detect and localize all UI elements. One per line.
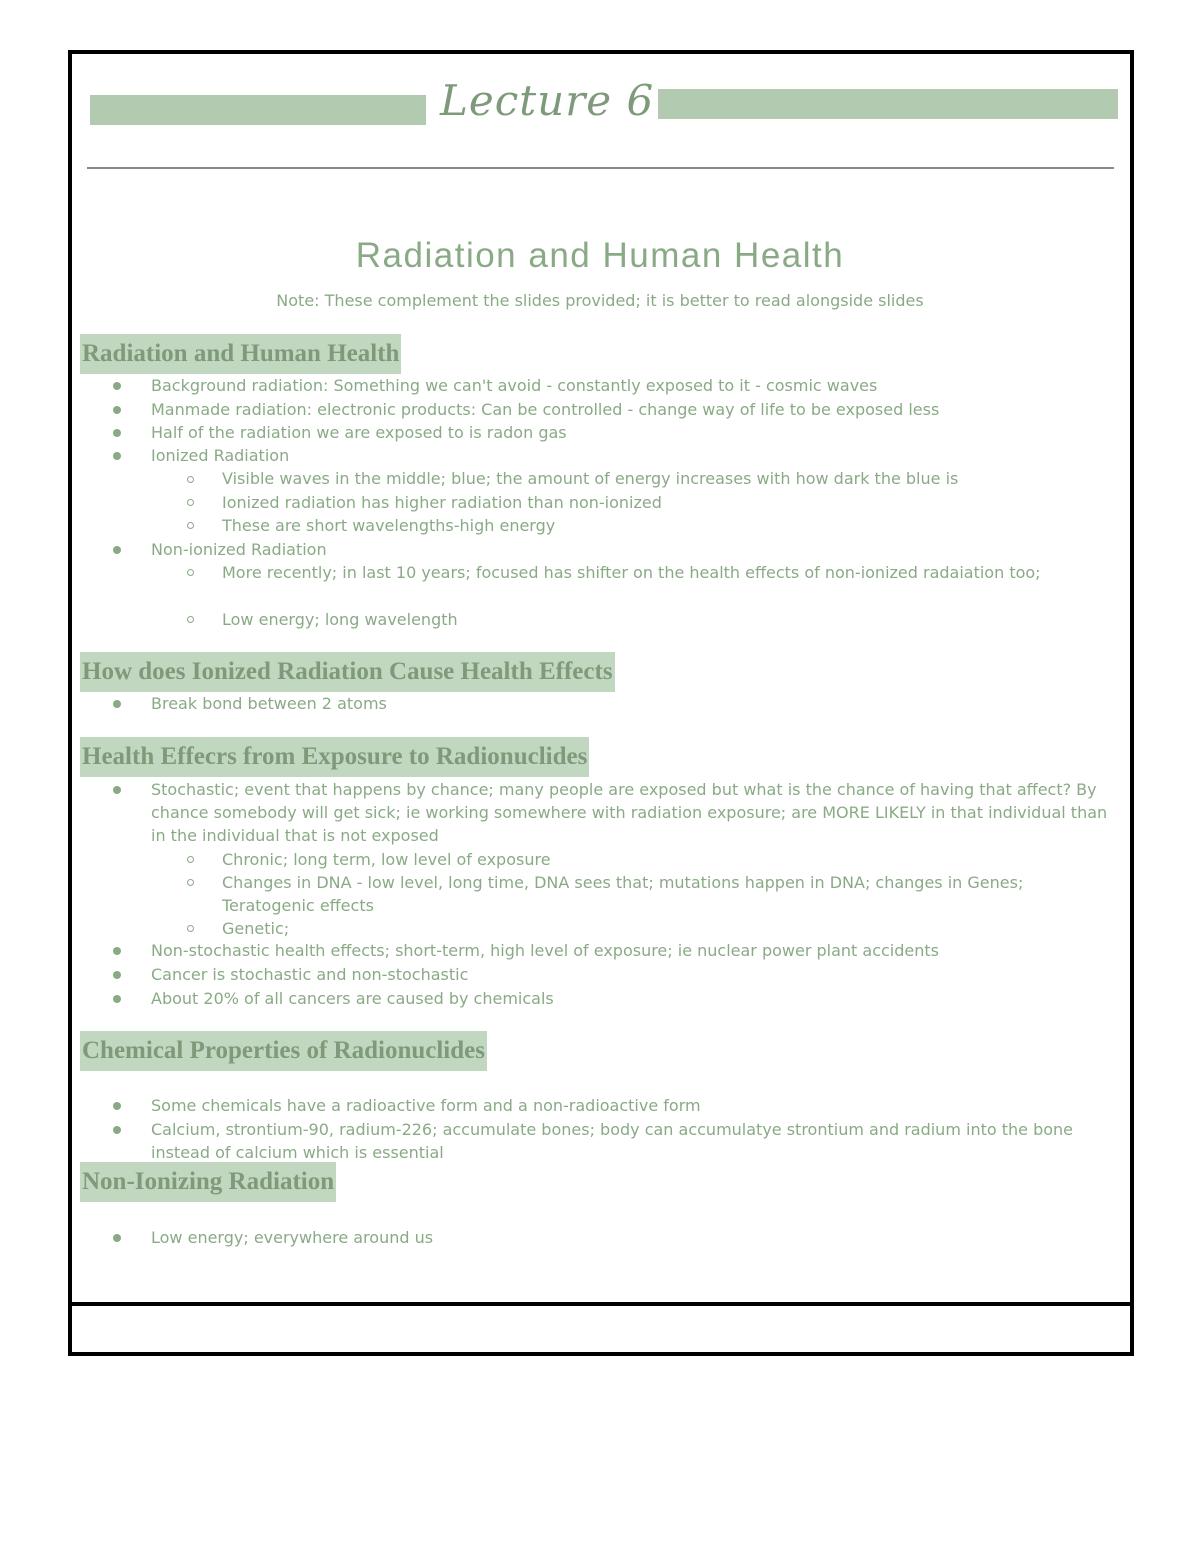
list-item: Some chemicals have a radioactive form and a non-radioactive form bbox=[151, 1096, 701, 1115]
document-note: Note: These complement the slides provided; it is better to read alongside slides bbox=[276, 291, 924, 310]
list-item: About 20% of all cancers are caused by chemicals bbox=[151, 989, 554, 1008]
sub-bullet-icon bbox=[187, 569, 194, 576]
list-item: Ionized radiation has higher radiation than non-ionized bbox=[222, 493, 662, 512]
bullet-icon bbox=[113, 406, 121, 414]
document-title: Radiation and Human Health bbox=[355, 236, 845, 275]
list-item: Low energy; long wavelength bbox=[222, 610, 458, 629]
header-rule bbox=[87, 167, 1114, 169]
list-item: Changes in DNA - low level, long time, DNA sees that; mutations happen in DNA; changes in Genes; Teratogenic effects bbox=[222, 873, 1024, 915]
bullet-icon bbox=[113, 700, 121, 708]
list-item: Ionized Radiation bbox=[151, 446, 290, 465]
section-heading: Health Effecrs from Exposure to Radionuclides bbox=[80, 737, 589, 777]
bullet-icon bbox=[113, 452, 121, 460]
list-item: Non-ionized Radiation bbox=[151, 540, 327, 559]
bullet-icon bbox=[113, 429, 121, 437]
bullet-icon bbox=[113, 1234, 121, 1242]
bullet-icon bbox=[113, 546, 121, 554]
bullet-icon bbox=[113, 1126, 121, 1134]
sub-bullet-icon bbox=[187, 499, 194, 506]
list-item: Stochastic; event that happens by chance; many people are exposed but what is the chance of having that affect? By chance somebody will get sick; ie working somewhere with radiation exposure; are MORE LIKELY in that individual than in the individual that is not exposed bbox=[151, 780, 1108, 845]
list-item: Background radiation: Something we can't avoid - constantly exposed to it - cosmic waves bbox=[151, 376, 878, 395]
list-item: Half of the radiation we are exposed to is radon gas bbox=[151, 423, 567, 442]
sub-bullet-icon bbox=[187, 856, 194, 863]
list-item: Manmade radiation: electronic products: Can be controlled - change way of life to be exposed less bbox=[151, 400, 940, 419]
list-item: Calcium, strontium-90, radium-226; accumulate bones; body can accumulatye strontium and radium into the bone instead of calcium which is essential bbox=[151, 1120, 1073, 1162]
list-item: Non-stochastic health effects; short-term, high level of exposure; ie nuclear power plant accidents bbox=[151, 941, 939, 960]
list-item: Low energy; everywhere around us bbox=[151, 1228, 434, 1247]
section-heading: Radiation and Human Health bbox=[80, 334, 401, 374]
list-item: Chronic; long term, low level of exposure bbox=[222, 850, 551, 869]
sub-bullet-icon bbox=[187, 925, 194, 932]
list-item: Cancer is stochastic and non-stochastic bbox=[151, 965, 469, 984]
list-item: These are short wavelengths-high energy bbox=[222, 516, 556, 535]
footer-divider bbox=[68, 1302, 1130, 1306]
section-heading: Chemical Properties of Radionuclides bbox=[80, 1031, 487, 1071]
sub-bullet-icon bbox=[187, 616, 194, 623]
header-accent-bar-left bbox=[90, 95, 426, 125]
header-accent-bar-right bbox=[658, 89, 1118, 119]
list-item: More recently; in last 10 years; focused has shifter on the health effects of non-ionized radaiation too; bbox=[222, 563, 1041, 582]
bullet-icon bbox=[113, 947, 121, 955]
list-item: Visible waves in the middle; blue; the amount of energy increases with how dark the blue is bbox=[222, 469, 959, 488]
sub-bullet-icon bbox=[187, 476, 194, 483]
sub-bullet-icon bbox=[187, 879, 194, 886]
bullet-icon bbox=[113, 382, 121, 390]
sub-bullet-icon bbox=[187, 522, 194, 529]
bullet-icon bbox=[113, 1102, 121, 1110]
list-item: Break bond between 2 atoms bbox=[151, 694, 387, 713]
bullet-icon bbox=[113, 995, 121, 1003]
bullet-icon bbox=[113, 971, 121, 979]
bullet-icon bbox=[113, 786, 121, 794]
section-heading: Non-Ionizing Radiation bbox=[80, 1162, 336, 1202]
section-heading: How does Ionized Radiation Cause Health Effects bbox=[80, 652, 615, 692]
list-item: Genetic; bbox=[222, 919, 290, 938]
lecture-title: Lecture 6 bbox=[440, 76, 655, 125]
